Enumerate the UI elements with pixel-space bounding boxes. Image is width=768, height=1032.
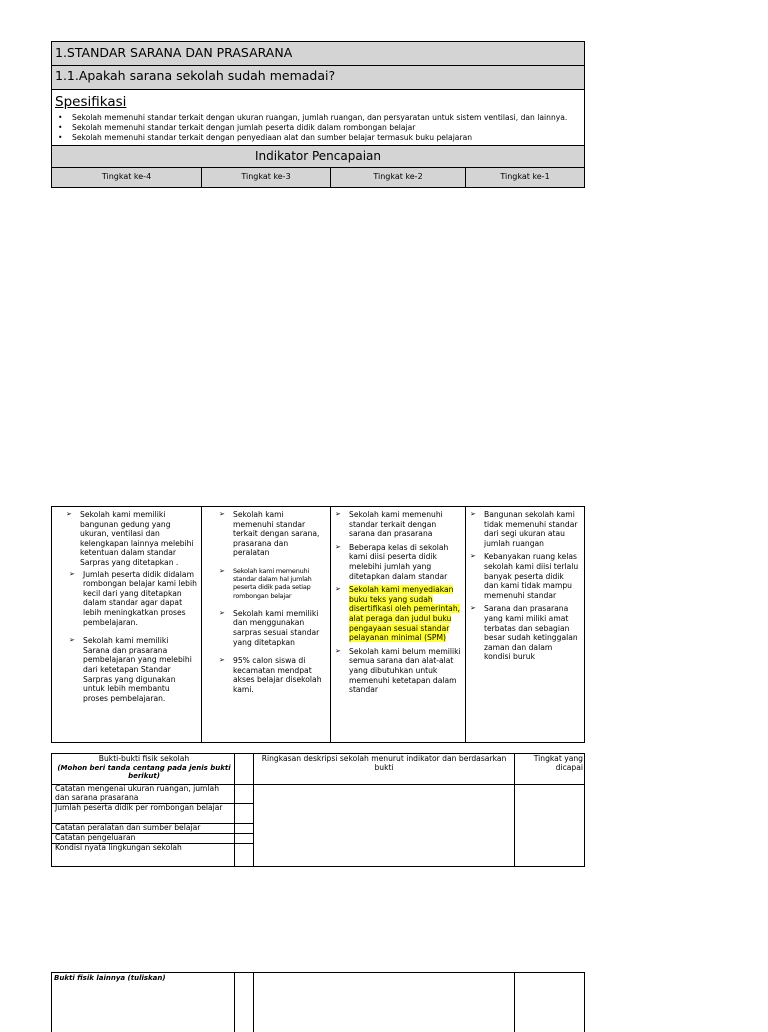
level-2-item: ➢ Sekolah kami belum memiliki semua sarana dan alat-alat yang dibutuhkan untuk memenuhi ketetapan dalam standar (335, 647, 461, 695)
specification-list (55, 113, 581, 143)
summary-text-area[interactable] (254, 785, 514, 866)
evidence-item: Catatan pengeluaran (55, 833, 136, 842)
question-title: 1.1.Apakah sarana sekolah sudah memadai? (52, 66, 584, 90)
level-1-item: ➢ Bangunan sekolah kami tidak memenuhi standar dari segi ukuran atau jumlah ruangan (470, 510, 580, 548)
evidence-checkbox[interactable] (235, 804, 253, 823)
level-1-column (466, 507, 584, 742)
indicator-table (51, 506, 585, 743)
level-3-item: ➢ Sekolah kami memiliki dan menggunakan sarpras sesuai standar yang ditetapkan (219, 609, 326, 647)
spec-item: • Sekolah memenuhi standar terkait dengan jumlah peserta didik dalam rombongan belajar (55, 123, 581, 133)
spec-item: • Sekolah memenuhi standar terkait dengan penyediaan alat dan sumber belajar termasuk buku pelajaran (55, 133, 581, 143)
spec-item: • Sekolah memenuhi standar terkait dengan ukuran ruangan, jumlah ruangan, dan persyaratan untuk sistem ventilasi, dan lainnya. (55, 113, 581, 123)
evidence-checkbox[interactable] (235, 824, 253, 833)
level-3-header: Tingkat ke-3 (202, 168, 331, 187)
other-evidence-level[interactable] (515, 973, 584, 1025)
section-title: 1.STANDAR SARANA DAN PRASARANA (52, 42, 584, 66)
other-evidence-checkbox[interactable] (235, 973, 253, 1025)
level-2-item (335, 585, 461, 643)
other-evidence-label: Bukti fisik lainnya (tuliskan) (54, 974, 166, 982)
indicator-heading: Indikator Pencapaian (52, 146, 584, 168)
level-2-column (331, 507, 466, 742)
level-1-header: Tingkat ke-1 (500, 172, 550, 181)
level-1-item: ➢ Sarana dan prasarana yang kami miliki amat terbatas dan sebagian besar sudah ketinggalan zaman dan dalam kondisi buruk (470, 604, 580, 662)
level-3-item: ➢ Sekolah kami memenuhi standar terkait dengan sarana, prasarana dan peralatan (219, 510, 326, 558)
level-header-row (52, 168, 584, 187)
specification-heading: Spesifikasi (55, 94, 127, 110)
evidence-item: Kondisi nyata lingkungan sekolah (55, 843, 182, 852)
level-3-column (202, 507, 331, 742)
evidence-table (51, 753, 585, 867)
level-4-header: Tingkat ke-4 (52, 168, 202, 187)
standard-header-table (51, 41, 585, 188)
evidence-header-note: (Mohon beri tanda centang pada jenis bukti berikut) (57, 763, 231, 781)
evidence-item: Jumlah peserta didik per rombongan belajar (55, 803, 223, 812)
level-2-item: ➢ Sekolah kami memenuhi standar terkait dengan sarana dan prasarana (335, 510, 461, 539)
level-1-item: ➢ Kebanyakan ruang kelas sekolah kami diisi terlalu banyak peserta didik dan kami tidak mampu memenuhi standar (470, 552, 580, 600)
level-4-item: ➢ Sekolah kami memiliki Sarana dan prasarana pembelajaran yang melebihi dari ketetapan Standar Sarpras yang digunakan untuk lebih membantu proses pembelajaran. (69, 636, 197, 703)
level-2-header: Tingkat ke-2 (331, 168, 466, 187)
evidence-checkbox[interactable] (235, 834, 253, 843)
evidence-checkbox[interactable] (235, 844, 253, 866)
evidence-header: Bukti-bukti fisik sekolah (Mohon beri tanda centang pada jenis bukti berikut) (54, 755, 234, 781)
level-2-item: ➢ Beberapa kelas di sekolah kami diisi peserta didik melebihi jumlah yang ditetapkan dalam standar (335, 543, 461, 581)
level-3-item: ➢ 95% calon siswa di kecamatan mendpat akses belajar disekolah kami. (219, 656, 326, 694)
summary-header: Ringkasan deskripsi sekolah menurut indikator dan berdasarkan bukti (261, 754, 507, 772)
specification-block (52, 90, 584, 146)
level-4-item: ➢ Jumlah peserta didik didalam rombongan belajar kami lebih kecil dari yang ditetapkan dalam standar agar dapat lebih meningkatkan proses pembelajaran. (69, 570, 197, 628)
level-achieved-header: Tingkat yang dicapai (533, 754, 583, 772)
other-evidence-summary[interactable] (254, 973, 514, 1025)
evidence-item: Catatan mengenai ukuran ruangan, jumlah dan sarana prasarana (55, 784, 220, 802)
evidence-checkbox[interactable] (235, 785, 253, 803)
evidence-item: Catatan peralatan dan sumber belajar (55, 823, 201, 832)
level-3-item: ➢ Sekolah kami memenuhi standar dalam hal jumlah peserta didik pada setiap rombongan belajar (219, 567, 326, 600)
other-evidence-table (51, 972, 585, 1032)
level-4-item: ➢ Sekolah kami memiliki bangunan gedung yang ukuran, ventilasi dan kelengkapan lainnya melebihi ketentuan dalam standar Sarpras yang ditetapkan . (66, 510, 197, 568)
highlighted-text: Sekolah kami menyediakan buku teks yang sudah disertifikasi oleh pemerintah, alat peraga dan judul buku pengayaan sesuai standar pelayanan minimal (SPM) (349, 585, 461, 643)
level-4-column (52, 507, 202, 742)
level-achieved-field[interactable] (515, 785, 584, 866)
